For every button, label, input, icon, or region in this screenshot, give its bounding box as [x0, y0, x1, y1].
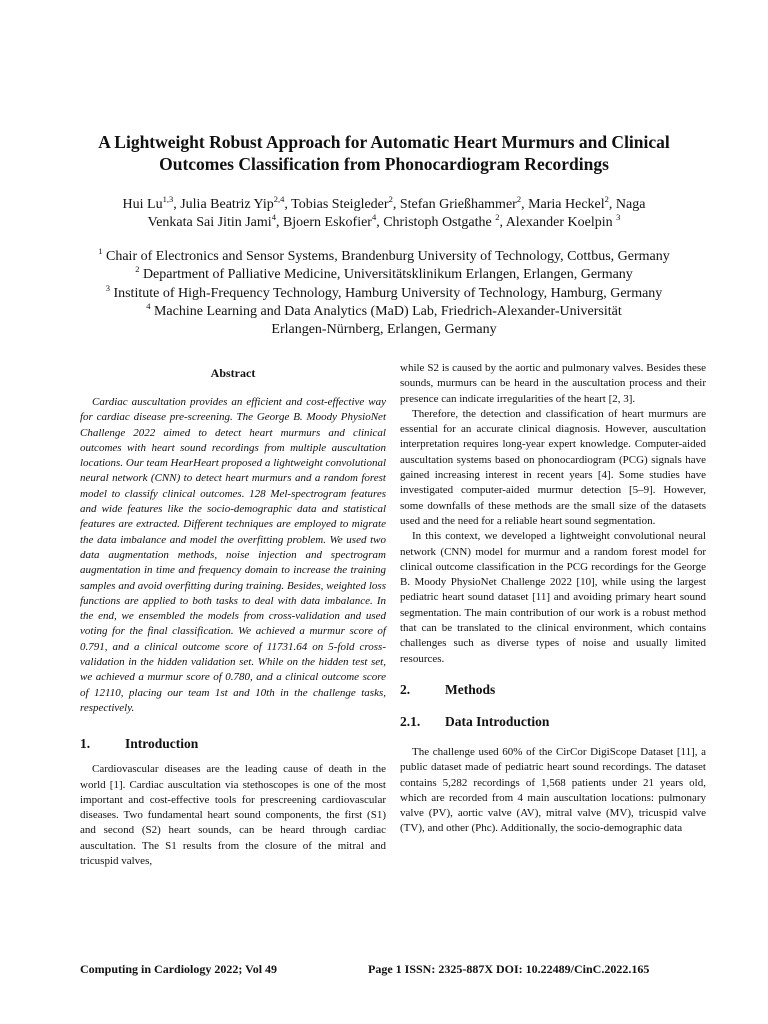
- paper-title: [60, 131, 708, 175]
- affiliation-1: $^1$ Chair of Electronics and Sensor Systems, Brandenburg University of Technology, Cottbus, Germany: [98, 246, 670, 264]
- section-title: Introduction: [125, 736, 199, 752]
- section-number: 1.: [80, 736, 91, 752]
- right-column: [400, 361, 706, 837]
- subsection-title: Data Introduction: [445, 713, 550, 729]
- footer-page-info: Page 1 ISSN: 2325-887X DOI: 10.22489/CinC.2022.165: [368, 962, 650, 976]
- title-line-2: Outcomes Classification from Phonocardiogram Recordings: [159, 154, 609, 174]
- methods-paragraph-1: The challenge used 60% of the CirCor DigiScope Dataset [11], a public dataset made of pediatric heart sound recordings. The dataset contains 5,282 recordings of 1,568 patients under 21 years old, which are recorded from 4 main auscultation locations: pulmonary valve (PV), aortic valve (AV), mitral valve (MV), tricuspid valve (TV), and other (Phc). Additionally, the socio-demographic data: [400, 745, 706, 835]
- affiliation-2: $^2$ Department of Palliative Medicine, Universitätsklinikum Erlangen, Erlangen, Germany: [135, 264, 633, 283]
- data-introduction-heading: [400, 714, 706, 730]
- intro-paragraph-1: Cardiovascular diseases are the leading cause of death in the world [1]. Cardiac auscultation via stethoscopes is one of the most important and cost-effective tools for prescreening cardiovascular diseases. Two fundamental heart sound components, the first (S1) and second (S2) heart sounds, can be heard through cardiac auscultation. The S1 results from the closure of the mitral and tricuspid valves,: [80, 763, 386, 868]
- left-column: [80, 366, 386, 869]
- methods-heading: [400, 682, 706, 698]
- intro-paragraph-3: In this context, we developed a lightweight convolutional neural network (CNN) model for murmur and a random forest model for clinical outcome classification in the PCG recordings for the George B. Moody PhysioNet Challenge 2022 [10], while using the largest pediatric heart sound dataset [11] and avoiding primary heart sound segmentation. The main contribution of our work is a robust method that can be translated to the clinical environment, which contains challenges such as diverse types of noise and usually limited resources.: [400, 530, 706, 665]
- author-list: [60, 196, 708, 232]
- affiliation-4-cont: Erlangen-Nürnberg, Erlangen, Germany: [271, 322, 497, 338]
- introduction-heading: [80, 736, 386, 752]
- abstract-heading: Abstract: [210, 366, 256, 380]
- author-line-1: Hui Lu$^{1,3}$, Julia Beatriz Yip$^{2,4}$, Tobias Steigleder$^2$, Stefan Grießhammer$^2$, Maria Heckel$^2$, Naga: [122, 194, 646, 212]
- title-line-1: A Lightweight Robust Approach for Automatic Heart Murmurs and Clinical: [98, 132, 670, 152]
- footer-journal: Computing in Cardiology 2022; Vol 49: [80, 962, 278, 976]
- abstract-text: Cardiac auscultation provides an efficient and cost-effective way for cardiac disease pre-screening. The George B. Moody PhysioNet Challenge 2022 aimed to detect heart murmurs and clinical outcomes with heart sound recordings from multiple auscultation locations. Our team HearHeart proposed a lightweight convolutional neural network (CNN) to detect heart murmurs and a random forest model to classify clinical outcomes. 128 Mel-spectrogram features and wide features like the socio-demographic data and statistical features are extracted. Different techniques are employed to migrate the data imbalance and model the overfitting problem. We used two data augmentation methods, noise injection and spectrogram augmentation in time and frequency domain to increase the training samples and avoid overfitting during training. Besides, weighted loss functions are applied to both tasks to deal with data imbalance. In the end, we ensembled the models from cross-validation and used voting for the final classification. We achieved a murmur score of 0.791, and a clinical outcome score of 11731.64 on 5-fold cross-validation in the hidden validation set. While on the hidden test set, we achieved a murmur score of 0.780, and a clinical outcome score of 12110, placing our team 1st and 10th in the challenge tasks, respectively.: [80, 396, 386, 714]
- author-line-2: Venkata Sai Jitin Jami$^4$, Bjoern Eskofier$^4$, Christoph Ostgathe $^2$, Alexander Koelpin $^3$: [147, 212, 621, 230]
- affiliation-4: $^4$ Machine Learning and Data Analytics (MaD) Lab, Friedrich-Alexander-Universität: [146, 300, 622, 319]
- affiliation-3: $^3$ Institute of High-Frequency Technology, Hamburg University of Technology, Hamburg, Germany: [105, 282, 663, 301]
- section-number: 2.: [400, 681, 411, 697]
- affiliation-list: [60, 248, 708, 339]
- section-title: Methods: [445, 681, 496, 697]
- intro-paragraph-2: Therefore, the detection and classification of heart murmurs are essential for an accurate clinical diagnosis. However, auscultation interpretation requires long-year expert knowledge. Computer-aided auscultation systems based on phonocardiogram (PCG) signals have gained increasing interest in recent years [4]. Some studies have investigated computer-aided murmur detection [5–9]. However, some downfalls of these methods are the small size of the datasets used and the need for a reliable heart sound segmentation.: [400, 407, 706, 527]
- intro-paragraph-1-cont: while S2 is caused by the aortic and pulmonary valves. Besides these sounds, murmurs can be heard in the auscultation process and their presence can indicate irregularities of the heart [2, 3].: [400, 362, 706, 405]
- subsection-number: 2.1.: [400, 713, 421, 729]
